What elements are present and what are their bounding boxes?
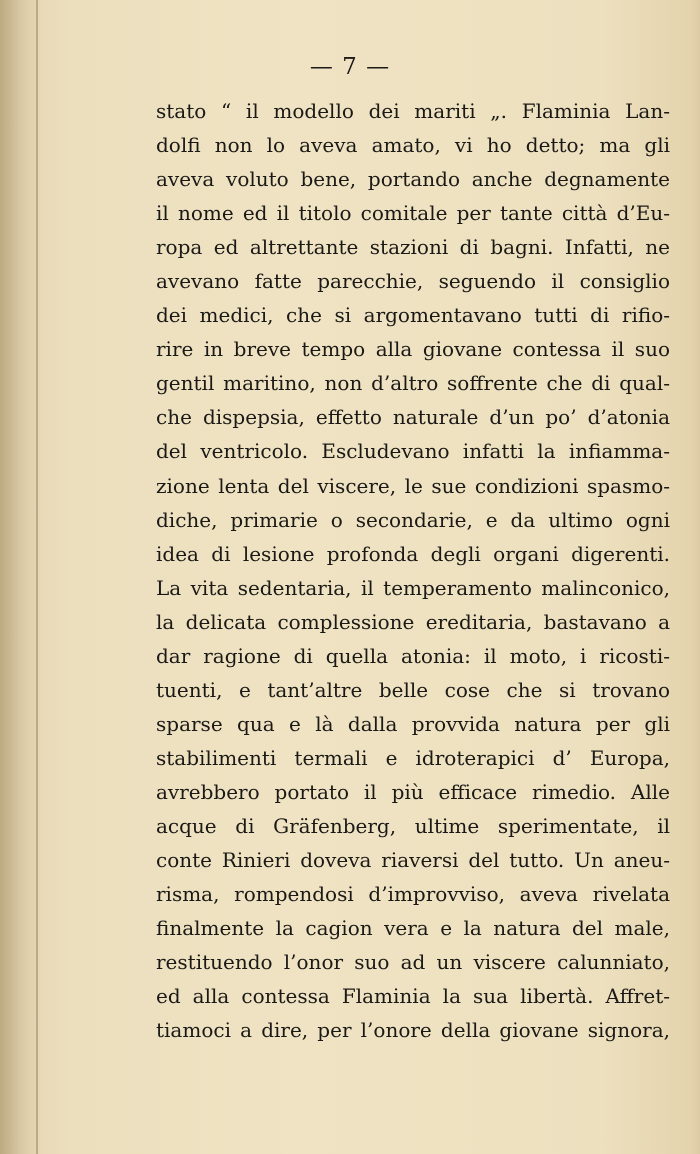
text-line: stato “ il modello dei mariti „. Flaminia Lan- [156,99,670,123]
text-line: gentil maritino, non d’altro soffrente che di qual- [156,371,670,396]
text-line: aveva voluto bene, portando anche degnamente [156,167,670,192]
text-line: finalmente la cagion vera e la natura del male, [156,916,670,941]
text-line: tiamoci a dire, per l’onore della giovane signora, [156,1018,670,1043]
text-line: dar ragione di quella atonia: il moto, i ricosti- [156,643,670,668]
text-line: conte Rinieri doveva riaversi del tutto. Un aneu- [156,848,670,873]
text-line: che dispepsia, effetto naturale d’un po’ d’atonia [156,405,670,430]
text-line: la delicata complessione ereditaria, bastavano a [156,609,670,634]
text-line: idea di lesione profonda degli organi digerenti. [156,541,670,566]
text-line: avrebbero portato il più efficace rimedio. Alle [156,779,670,804]
page-number-header: — 7 — [309,54,391,80]
text-line: il nome ed il titolo comitale per tante città d’Eu- [156,201,670,226]
text-line: La vita sedentaria, il temperamento malinconico, [156,575,670,600]
text-line: rire in breve tempo alla giovane contessa il suo [156,337,670,362]
body-text [156,94,670,1047]
text-line: restituendo l’onor suo ad un viscere calunniato, [156,950,670,975]
text-line: ed alla contessa Flaminia la sua libertà. Affret- [156,984,670,1009]
text-line: diche, primarie o secondarie, e da ultimo ogni [156,507,670,532]
text-line: acque di Gräfenberg, ultime sperimentate, il [156,813,670,838]
text-line: stabilimenti termali e idroterapici d’ Europa, [156,745,670,770]
text-line: ropa ed altrettante stazioni di bagni. Infatti, ne [156,235,670,260]
text-line: sparse qua e là dalla provvida natura per gli [156,711,670,736]
text-line: risma, rompendosi d’improvviso, aveva rivelata [156,882,670,907]
text-line: avevano fatte parecchie, seguendo il consiglio [156,269,670,294]
text-line: dolfi non lo aveva amato, vi ho detto; ma gli [156,133,670,158]
text-line: dei medici, che si argomentavano tutti di rifio- [156,303,670,328]
text-line: tuenti, e tant’altre belle cose che si trovano [156,677,670,702]
binding-fold-line [36,0,38,1154]
text-line: zione lenta del viscere, le sue condizioni spasmo- [156,473,670,498]
text-line: del ventricolo. Escludevano infatti la infiamma- [156,439,670,464]
